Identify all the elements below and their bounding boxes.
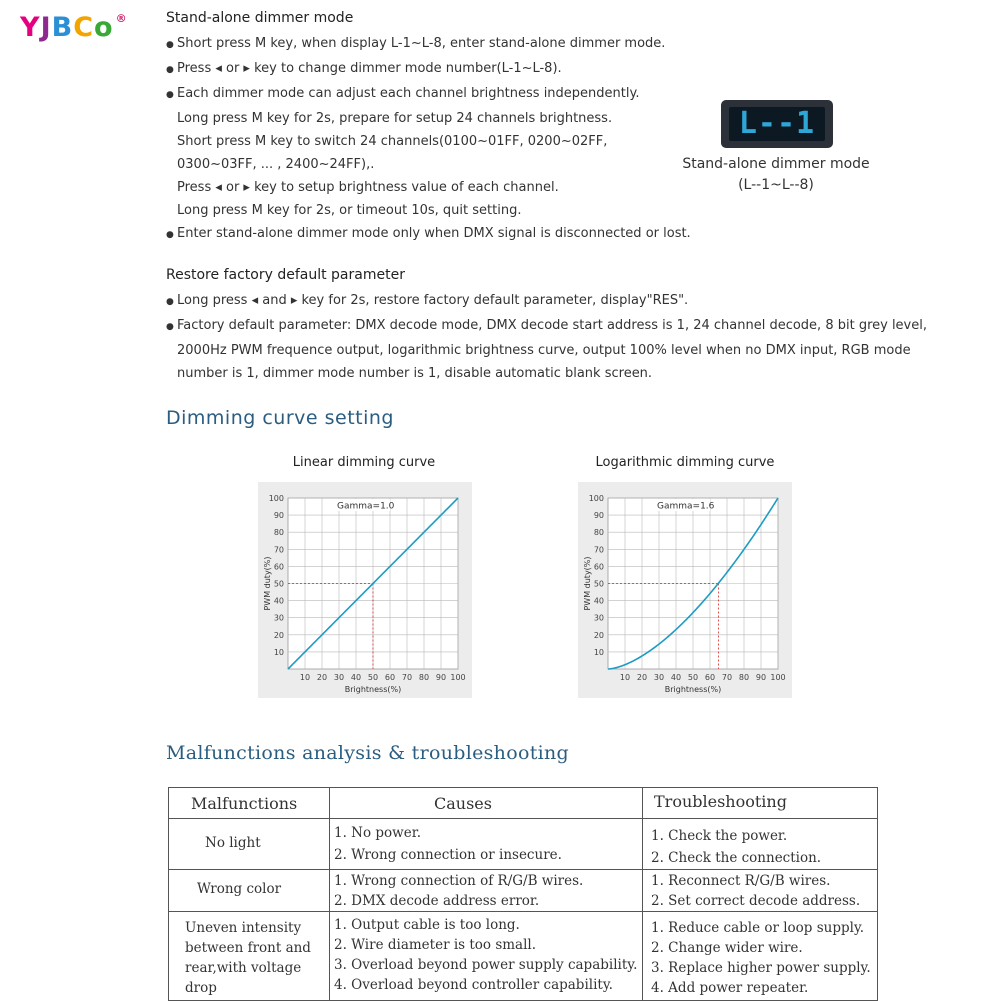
x-axis-label: Brightness(%) <box>344 685 402 694</box>
y-tick-label: 90 <box>273 511 284 521</box>
x-tick-label: 30 <box>333 673 345 682</box>
line-text: Factory default parameter: DMX decode mode, DMX decode start address is 1, 24 channel decode, 8 bit grey level, <box>177 318 927 333</box>
malfunction-text: Uneven intensity <box>185 920 302 936</box>
x-tick-label: 70 <box>721 673 733 682</box>
cause-text: 1. Wrong connection of R/G/B wires. <box>334 873 584 889</box>
x-tick-label: 40 <box>350 673 362 682</box>
y-tick-label: 50 <box>593 579 604 589</box>
line-text: Long press M key for 2s, prepare for setup 24 channels brightness. <box>177 111 613 126</box>
x-tick-label: 50 <box>367 673 379 682</box>
row2-fixes <box>643 870 878 912</box>
linear-chart-title: Linear dimming curve <box>292 455 436 470</box>
line-text: number is 1, dimmer mode number is 1, disable automatic blank screen. <box>177 366 653 381</box>
bullet-icon: ● <box>166 322 174 332</box>
table-row <box>169 819 878 870</box>
malfunction-text: No light <box>205 835 261 851</box>
y-tick-label: 40 <box>273 596 284 606</box>
cause-text: 2. Wrong connection or insecure. <box>334 847 562 863</box>
line-text: Short press M key, when display L-1~L-8, enter stand-alone dimmer mode. <box>177 36 666 51</box>
registered-mark: ® <box>115 12 128 25</box>
x-tick-label: 90 <box>755 673 767 682</box>
logo-letter: B <box>51 12 74 43</box>
bullet-icon: ● <box>166 230 174 240</box>
y-tick-label: 80 <box>593 528 604 538</box>
line-text: 2000Hz PWM frequence output, logarithmic brightness curve, output 100% level when no DMX input, RGB mode <box>177 343 911 358</box>
restore-lines <box>166 289 927 385</box>
header-malfunctions-label: Malfunctions <box>191 794 298 813</box>
line-text: 0300~03FF, ... , 2400~24FF),. <box>177 157 375 172</box>
dimming-curve-heading: Dimming curve setting <box>166 407 394 429</box>
malfunction-text: Wrong color <box>197 881 282 897</box>
text-line <box>166 199 691 222</box>
row1-malfunction <box>169 819 330 870</box>
x-tick-label: 20 <box>316 673 328 682</box>
y-tick-label: 70 <box>593 545 604 555</box>
line-text: Press ◂ or ▸ key to change dimmer mode number(L-1~L-8). <box>177 61 562 76</box>
text-line <box>166 222 691 247</box>
table-row <box>169 912 878 1001</box>
row1-causes <box>330 819 643 870</box>
text-line <box>166 32 691 57</box>
x-tick-label: 40 <box>670 673 682 682</box>
header-troubleshooting <box>643 788 878 819</box>
y-tick-label: 10 <box>273 647 284 657</box>
header-troubleshooting-label: Troubleshooting <box>654 792 787 811</box>
led-display-text: L--1 <box>729 107 825 141</box>
y-tick-label: 10 <box>593 647 604 657</box>
led-display <box>721 100 833 148</box>
line-text: Each dimmer mode can adjust each channel brightness independently. <box>177 86 640 101</box>
cause-text: 1. Output cable is too long. <box>334 917 520 933</box>
text-line <box>166 153 691 176</box>
standalone-title: Stand-alone dimmer mode <box>166 10 354 26</box>
logo-letter: Y <box>20 12 41 43</box>
table-row <box>169 870 878 912</box>
line-text: Enter stand-alone dimmer mode only when DMX signal is disconnected or lost. <box>177 226 691 241</box>
log-dimming-chart <box>578 482 792 698</box>
x-tick-label: 80 <box>738 673 750 682</box>
logo-letter: C <box>73 12 95 43</box>
text-line <box>166 339 927 362</box>
fix-text: 2. Set correct decode address. <box>651 893 861 909</box>
bullet-icon: ● <box>166 40 174 50</box>
malfunction-text: rear,with voltage <box>185 960 302 976</box>
cause-text: 2. DMX decode address error. <box>334 893 540 909</box>
bullet-icon: ● <box>166 90 174 100</box>
row3-malfunction <box>169 912 330 1001</box>
fix-text: 2. Check the connection. <box>651 850 822 866</box>
fix-text: 4. Add power repeater. <box>651 980 809 996</box>
malfunction-heading: Malfunctions analysis & troubleshooting <box>166 742 570 764</box>
troubleshooting-table <box>168 787 878 1001</box>
fix-text: 1. Reduce cable or loop supply. <box>651 920 865 936</box>
bullet-icon: ● <box>166 65 174 75</box>
line-text: Long press M key for 2s, or timeout 10s, quit setting. <box>177 203 522 218</box>
header-causes <box>330 788 643 819</box>
x-tick-label: 10 <box>299 673 311 682</box>
y-tick-label: 20 <box>593 630 604 640</box>
line-text: Short press M key to switch 24 channels(0100~01FF, 0200~02FF, <box>177 134 608 149</box>
display-caption: Stand-alone dimmer mode <box>682 156 870 172</box>
y-tick-label: 40 <box>593 596 604 606</box>
brand-logo <box>20 12 128 43</box>
header-malfunctions <box>169 788 330 819</box>
x-tick-label: 70 <box>401 673 413 682</box>
y-tick-label: 20 <box>273 630 284 640</box>
text-line <box>166 176 691 199</box>
x-axis-label: Brightness(%) <box>664 685 722 694</box>
y-tick-label: 70 <box>273 545 284 555</box>
text-line <box>166 130 691 153</box>
line-text: Long press ◂ and ▸ key for 2s, restore factory default parameter, display"RES". <box>177 293 689 308</box>
fix-text: 3. Replace higher power supply. <box>651 960 871 976</box>
x-tick-label: 20 <box>636 673 648 682</box>
bullet-icon: ● <box>166 297 174 307</box>
logo-letter: J <box>40 12 52 43</box>
y-tick-label: 60 <box>273 562 284 572</box>
standalone-section <box>166 10 691 247</box>
x-tick-label: 100 <box>450 673 466 682</box>
row1-fixes <box>643 819 878 870</box>
y-tick-label: 30 <box>593 613 604 623</box>
text-line <box>166 82 691 107</box>
y-tick-label: 90 <box>593 511 604 521</box>
display-caption-range: (L--1~L--8) <box>738 177 814 193</box>
y-tick-label: 60 <box>593 562 604 572</box>
cause-text: 1. No power. <box>334 825 421 841</box>
text-line <box>166 107 691 130</box>
cause-text: 3. Overload beyond power supply capability. <box>334 957 638 973</box>
y-axis-label: PWM duty(%) <box>583 556 592 611</box>
fix-text: 1. Check the power. <box>651 828 788 844</box>
text-line <box>166 289 927 314</box>
x-tick-label: 60 <box>384 673 396 682</box>
y-axis-label: PWM duty(%) <box>263 556 272 611</box>
gamma-annotation: Gamma=1.6 <box>657 501 715 512</box>
x-tick-label: 80 <box>418 673 430 682</box>
fix-text: 2. Change wider wire. <box>651 940 803 956</box>
logo-letter: o <box>94 12 114 43</box>
log-chart-title: Logarithmic dimming curve <box>595 455 775 470</box>
y-tick-label: 30 <box>273 613 284 623</box>
x-tick-label: 60 <box>704 673 716 682</box>
gamma-annotation: Gamma=1.0 <box>337 501 395 512</box>
y-tick-label: 100 <box>588 494 604 503</box>
fix-text: 1. Reconnect R/G/B wires. <box>651 873 831 889</box>
x-tick-label: 50 <box>687 673 699 682</box>
text-line <box>166 57 691 82</box>
header-causes-label: Causes <box>434 794 492 813</box>
row2-causes <box>330 870 643 912</box>
row3-causes <box>330 912 643 1001</box>
line-text: Press ◂ or ▸ key to setup brightness value of each channel. <box>177 180 559 195</box>
row2-malfunction <box>169 870 330 912</box>
restore-title: Restore factory default parameter <box>166 267 405 283</box>
cause-text: 2. Wire diameter is too small. <box>334 937 537 953</box>
x-tick-label: 90 <box>435 673 447 682</box>
y-tick-label: 50 <box>273 579 284 589</box>
x-tick-label: 100 <box>770 673 786 682</box>
linear-dimming-chart <box>258 482 472 698</box>
cause-text: 4. Overload beyond controller capability. <box>334 977 613 993</box>
standalone-lines <box>166 32 691 247</box>
text-line <box>166 362 927 385</box>
x-tick-label: 30 <box>653 673 665 682</box>
y-tick-label: 100 <box>268 494 284 503</box>
row3-fixes <box>643 912 878 1001</box>
restore-section <box>166 267 927 385</box>
table-header-row <box>169 788 878 819</box>
text-line <box>166 314 927 339</box>
y-tick-label: 80 <box>273 528 284 538</box>
x-tick-label: 10 <box>619 673 631 682</box>
malfunction-text: drop <box>185 980 217 996</box>
malfunction-text: between front and <box>185 940 311 956</box>
